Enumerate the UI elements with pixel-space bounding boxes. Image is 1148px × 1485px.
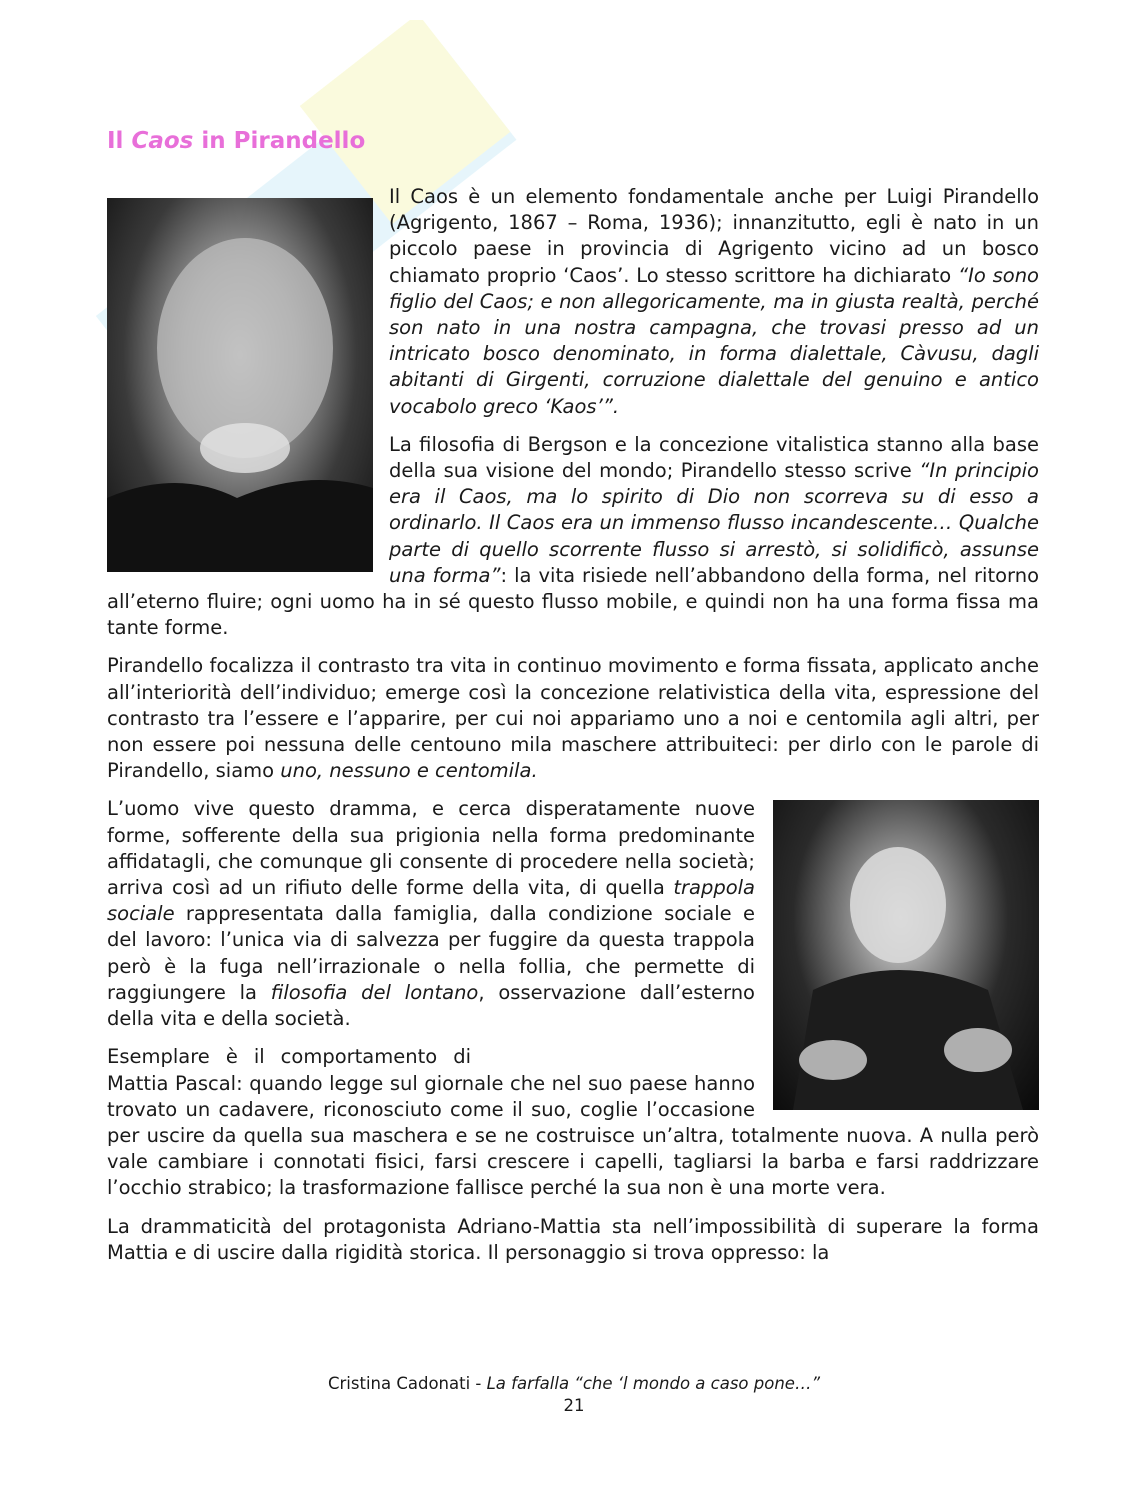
paragraph-adriano-mattia: La drammaticità del protagonista Adriano-Mattia sta nell’impossibilità di superare la forma Mattia e di uscire dalla rigidità storica. Il personaggio si trova oppresso: la [107, 1214, 1039, 1264]
page-number: 21 [563, 1396, 585, 1415]
paragraph-intro: Il Caos è un elemento fondamentale anche per Luigi Pirandello (Agrigento, 1867 – Roma, 1936); innanzitutto, egli è nato in un piccolo paese in provincia di Agrigento vicino ad un bosco chiamato proprio ‘Caos’. Lo stesso scrittore ha dichiarato “Io sono figlio del Caos; e non allegoricamente, ma in giusta realtà, perché son nato in una nostra campagna, che trovasi presso ad un intricato bosco denominato, in forma dialettale, Càvusu, dagli abitanti di Girgenti, corruzione dialettale del genuino e antico vocabolo greco ‘Kaos’”. [389, 185, 1039, 418]
page-title: Il Caos in Pirandello [107, 128, 366, 154]
paragraph-mattia-pascal: Esemplare è il comportamento di Mattia Pascal: quando legge sul giornale che nel suo paese hanno trovato un cadavere, riconosciuto come il suo, coglie l’occasione per uscire da quella sua maschera e se ne costruisce un’altra, totalmente nuova. A nulla però vale cambiare i connotati fisici, farsi crescere i capelli, tagliarsi la barba e farsi raddrizzare l’occhio strabico; la trasformazione fallisce perché la sua non è una morte vera. [107, 1045, 1039, 1200]
paragraph-bergson: La filosofia di Bergson e la concezione vitalistica stanno alla base della sua visione del mondo; Pirandello stesso scrive “In principio era il Caos, ma lo spirito di Dio non scorreva su di esso a ordinarlo. Il Caos era un immenso flusso incandescente… Qualche parte di quello scorrente flusso si arrestò, si solidificò, assunse una forma”: la vita risiede nell’abbandono della forma, nel ritorno all’eterno fluire; ogni uomo ha in sé questo flusso mobile, e quindi non ha una forma fissa ma tante forme. [107, 432, 1040, 640]
page-footer [0, 1373, 1148, 1417]
footer-author: Cristina Cadonati - [327, 1374, 487, 1393]
paragraph-drama: L’uomo vive questo dramma, e cerca disperatamente nuove forme, sofferente della sua prigionia nella forma predominante affidatagli, che comunque gli consente di procedere nella società; arriva così ad un rifiuto delle forme della vita, di quella trappola sociale rappresentata dalla famiglia, dalla condizione sociale e del lavoro: l’unica via di salvezza per fuggire da questa trappola però è la fuga nell’irrazionale o nella follia, che permette di raggiungere la filosofia del lontano, osservazione dall’esterno della vita e della società. [107, 797, 755, 1031]
paragraph-contrast: Pirandello focalizza il contrasto tra vita in continuo movimento e forma fissata, applicato anche all’interiorità dell’individuo; emerge così la concezione relativistica della vita, espressione del contrasto tra l’essere e l’apparire, per cui noi appariamo uno a noi e centomila agli altri, per non essere poi nessuna delle centouno mila maschere attribuiteci: per dirlo con le parole di Pirandello, siamo uno, nessuno e centomila. [107, 654, 1039, 783]
portrait-photo-pirandello [107, 198, 373, 572]
photo-pirandello-actor [773, 800, 1039, 1110]
footer-title: La farfalla “che ‘l mondo a caso pone…” [486, 1374, 820, 1393]
